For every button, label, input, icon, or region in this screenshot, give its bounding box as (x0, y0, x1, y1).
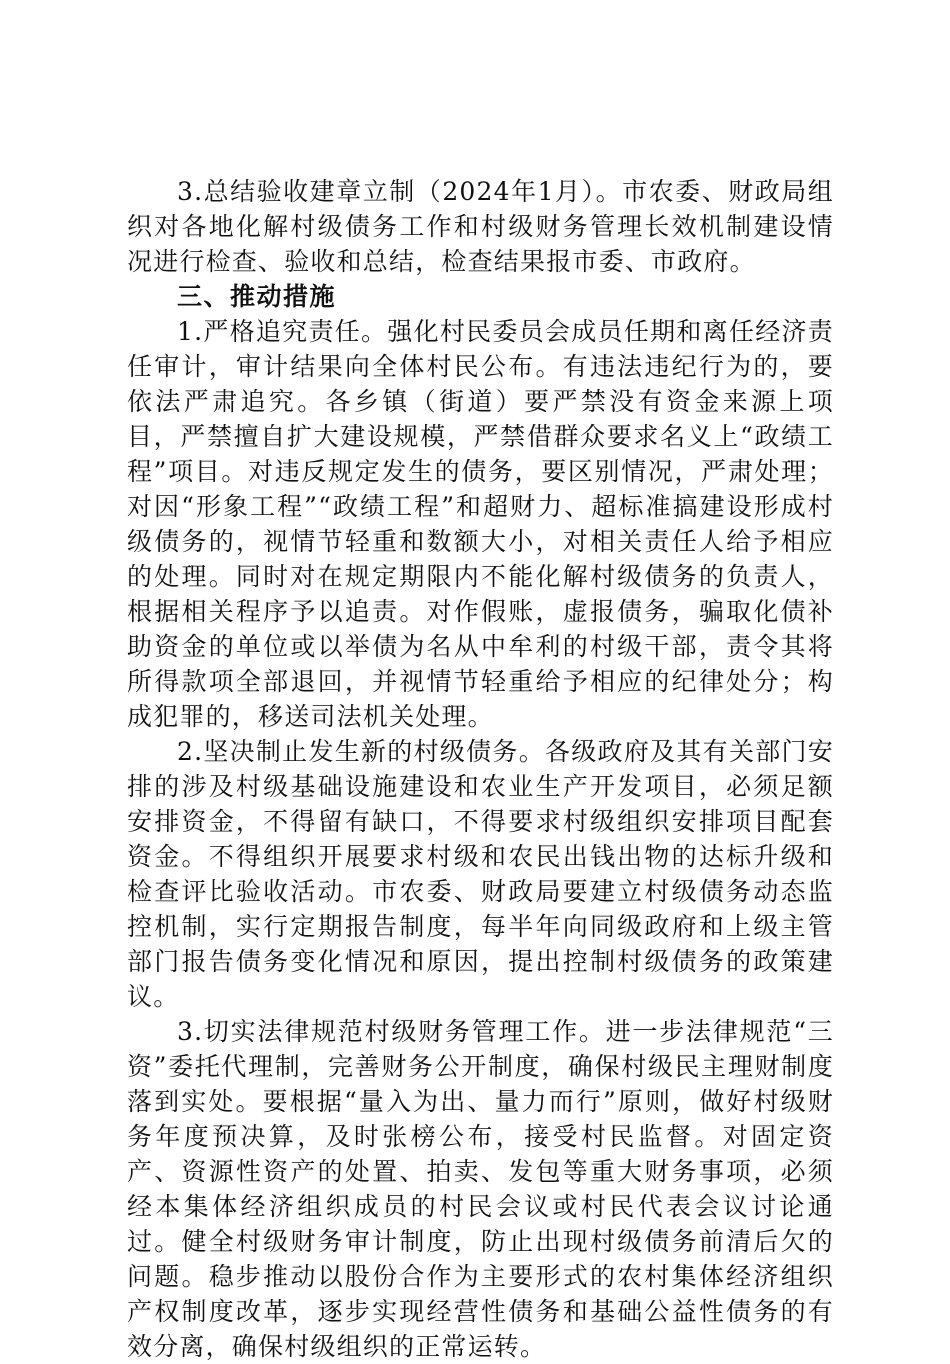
paragraph-stop-new-debt: 2.坚决制止发生新的村级债务。各级政府及其有关部门安排的涉及村级基础设施建设和农业生产开发项目，必须足额安排资金，不得留有缺口，不得要求村级组织安排项目配套资金。不得组织开展要求村级和农民出钱出物的达标升级和检查评比验收活动。市农委、财政局要建立村级债务动态监控机制，实行定期报告制度，每半年向同级政府和上级主管部门报告债务变化情况和原因，提出控制村级债务的政策建议。 (127, 737, 834, 1011)
paragraph-accountability: 1.严格追究责任。强化村民委员会成员任期和离任经济责任审计，审计结果向全体村民公布。有违法违纪行为的，要依法严肃追究。各乡镇（街道）要严禁没有资金来源上项目，严禁擅自扩大建设规模，严禁借群众要求名义上“政绩工程”项目。对违反规定发生的债务，要区别情况，严肃处理；对因“形象工程”“政绩工程”和超财力、超标准搞建设形成村级债务的，视情节轻重和数额大小，对相关责任人给予相应的处理。同时对在规定期限内不能化解村级债务的负责人，根据相关程序予以追责。对作假账，虚报债务，骗取化债补助资金的单位或以举债为名从中牟利的村级干部，责令其将所得款项全部退回，并视情节轻重给予相应的纪律处分；构成犯罪的，移送司法机关处理。 (127, 317, 834, 731)
document-body (127, 174, 834, 1364)
paragraph-summary-acceptance: 3.总结验收建章立制（2024年1月）。市农委、财政局组织对各地化解村级债务工作和村级财务管理长效机制建设情况进行检查、验收和总结，检查结果报市委、市政府。 (127, 177, 834, 276)
section-heading-measures: 三、推动措施 (177, 282, 337, 311)
paragraph-finance-management: 3.切实法律规范村级财务管理工作。进一步法律规范“三资”委托代理制，完善财务公开制度，确保村级民主理财制度落到实处。要根据“量入为出、量力而行”原则，做好村级财务年度预决算，及时张榜公布，接受村民监督。对固定资产、资源性资产的处置、拍卖、发包等重大财务事项，必须经本集体经济组织成员的村民会议或村民代表会议讨论通过。健全村级财务审计制度，防止出现村级债务前清后欠的问题。稳步推动以股份合作为主要形式的农村集体经济组织产权制度改革，逐步实现经营性债务和基础公益性债务的有效分离，确保村级组织的正常运转。 (127, 1017, 834, 1361)
